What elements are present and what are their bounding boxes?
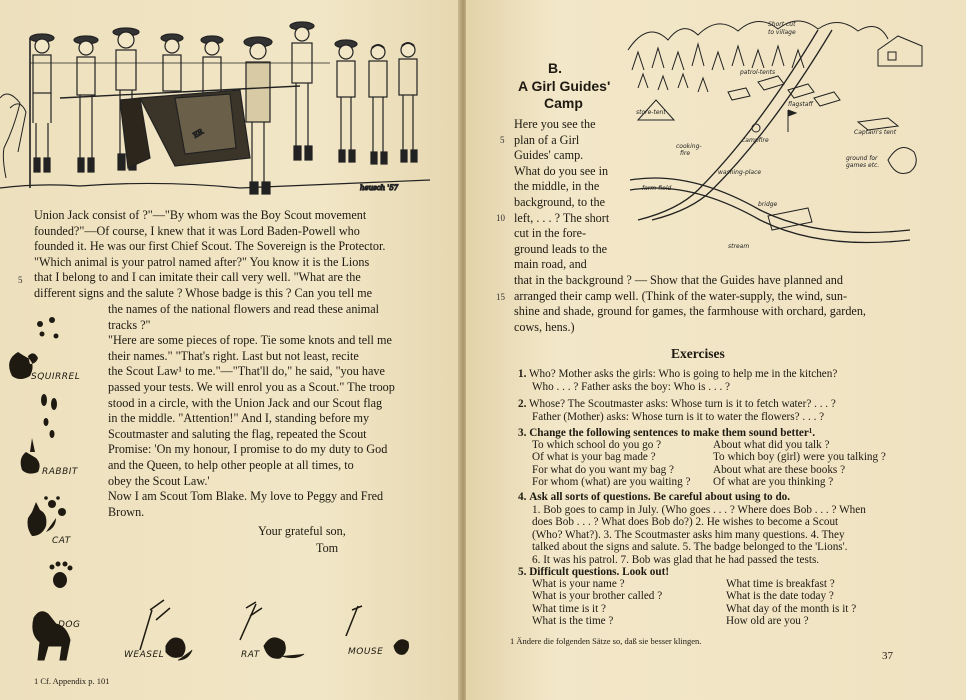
section-title-line1: A Girl Guides' <box>518 78 611 94</box>
svg-text:heusch '57: heusch '57 <box>360 184 399 192</box>
text-line: Here you see the <box>514 117 596 131</box>
map-label: store-tent <box>636 109 666 116</box>
mouse-label: MOUSE <box>348 647 384 657</box>
left-footnote: 1 Cf. Appendix p. 101 <box>34 676 110 686</box>
girl-guides-camp-map <box>618 10 963 260</box>
cat-tracks-icon <box>44 496 66 516</box>
map-label: fire <box>680 150 691 157</box>
exercise-line: What time is breakfast ? <box>726 578 835 590</box>
exercise-line: Who? Mother asks the girls: Who is going to help me in the kitchen? <box>529 368 838 380</box>
exercise-line: For what do you want my bag ? <box>532 463 674 476</box>
exercise-line: Father (Mother) asks: Whose turn is it to water the flowers? . . . ? <box>532 410 825 423</box>
squirrel-tracks-icon <box>37 317 59 339</box>
exercise-5-right-col <box>726 578 856 628</box>
exercise-line: What is your brother called ? <box>532 590 663 603</box>
text-line: What do you see in <box>514 163 609 178</box>
exercise-line: What is your name ? <box>532 578 625 590</box>
exercise-5-left-col <box>532 578 662 628</box>
letter-closing: Your grateful son, <box>258 524 346 538</box>
exercise-line: How old are you ? <box>726 615 809 628</box>
orchard-tree <box>888 148 916 174</box>
map-label: farm-field <box>642 185 672 192</box>
forest-trees <box>632 44 804 92</box>
rat-tracks-icon <box>240 602 262 640</box>
right-footnote: 1 Ändere die folgenden Sätze so, daß sie besser klingen. <box>510 636 702 646</box>
map-label: flagstaff <box>788 101 813 108</box>
letter-signature: Tom <box>316 541 339 555</box>
text-line: the middle, in the <box>514 179 600 194</box>
right-page <box>466 0 966 700</box>
rat-icon <box>264 638 304 658</box>
text-line: the Scout Law¹ to me."—"That'll do," he said, "you have <box>108 364 385 379</box>
exercise-3-right-col <box>713 439 886 489</box>
text-line: "Here are some pieces of rope. Tie some knots and tell me <box>108 333 392 348</box>
exercise-line: Whose? The Scoutmaster asks: Whose turn is it to fetch water? . . . ? <box>529 398 836 410</box>
map-label: bridge <box>758 201 778 208</box>
line-number: 10 <box>496 213 505 223</box>
exercise-heading: Change the following sentences to make them sound better¹. <box>529 427 816 439</box>
text-line: Brown. <box>108 504 145 519</box>
patrol-tents-icon <box>728 76 840 106</box>
exercise-line: About what did you talk ? <box>713 439 830 451</box>
exercise-line: (Who? What?). 3. The Scoutmaster asks him many questions. 4. They <box>532 528 845 541</box>
map-label: cooking- <box>676 143 702 150</box>
exercise-line: does Bob . . . ? What does Bob do?) 2. He wishes to become a Scout <box>532 516 839 529</box>
exercise-line: Who . . . ? Father asks the boy: Who is . . . ? <box>532 380 731 393</box>
exercise-2 <box>518 398 836 423</box>
text-line: and the Queen, to help other people at all times, to <box>108 457 354 472</box>
left-page <box>0 0 462 700</box>
text-line: passed your tests. We will enrol you as a Scout." The troop <box>108 379 395 394</box>
exercise-line: 1. Bob goes to camp in July. (Who goes . . . ? Where does Bob . . . ? When <box>532 503 866 516</box>
exercise-line: Of what are you thinking ? <box>713 476 834 489</box>
mouse-icon <box>394 640 409 655</box>
map-label: games etc. <box>846 162 880 169</box>
line-number: 5 <box>500 135 505 145</box>
text-line: in the middle. "Attention!" And I, standing before my <box>108 411 370 426</box>
text-line: arranged their camp well. (Think of the water-supply, the wind, sun- <box>514 288 848 303</box>
text-line: plan of a Girl <box>514 132 580 147</box>
exercise-line: talked about the signs and salute. 5. The badge belonged to the 'Lions'. <box>532 541 848 554</box>
exercise-5 <box>518 566 669 579</box>
scouts-ceremony-illustration <box>0 8 455 203</box>
text-line: stood in a circle, with the Union Jack and our Scout flag <box>108 395 383 410</box>
letter-text-indented <box>108 302 395 520</box>
exercise-number: 3. <box>518 427 527 439</box>
exercise-number: 4. <box>518 491 527 503</box>
text-line: shine and shade, ground for games, the farmhouse with orchard, garden, <box>514 304 866 319</box>
farmhouse-icon <box>878 36 922 66</box>
exercise-1 <box>518 368 837 393</box>
exercise-3-left-col <box>532 439 690 489</box>
page-number: 37 <box>882 650 893 662</box>
rat-label: RAT <box>241 650 260 660</box>
dog-icon <box>33 612 70 660</box>
exercise-line: What time is it ? <box>532 602 606 615</box>
text-line: ground leads to the <box>514 241 608 256</box>
campfire-icon <box>752 124 760 132</box>
section-letter: B. <box>548 60 562 76</box>
mouse-tracks-icon <box>346 606 362 636</box>
text-line: Guides' camp. <box>514 148 584 163</box>
exercise-line: To which school do you go ? <box>532 439 662 451</box>
text-line: Now I am Scout Tom Blake. My love to Peggy and Fred <box>108 489 384 504</box>
map-label: Captain's tent <box>854 129 897 136</box>
exercise-line: For whom (what) are you waiting ? <box>532 476 691 489</box>
text-line: background, to the <box>514 194 606 209</box>
text-line: Scoutmaster and saluting the flag, repeated the Scout <box>108 426 367 441</box>
exercise-line: About what are these books ? <box>713 463 846 476</box>
exercise-heading: Ask all sorts of questions. Be careful about using to do. <box>529 491 791 503</box>
weasel-label: WEASEL <box>124 650 165 660</box>
cat-label: CAT <box>52 536 71 546</box>
exercise-line: What is the time ? <box>532 615 614 628</box>
exercise-3 <box>518 427 815 440</box>
map-label: campfire <box>742 137 769 144</box>
text-line: their names." "That's right. Last but not least, recite <box>108 348 359 363</box>
map-label: Short cut <box>768 21 796 28</box>
line-number: 15 <box>496 292 505 302</box>
text-line: that in the background ? — Show that the Guides have planned and <box>514 273 843 287</box>
map-label: stream <box>728 243 750 250</box>
text-line: tracks ?" <box>108 317 151 332</box>
map-label: washing-place <box>718 169 762 176</box>
exercise-number: 2. <box>518 398 527 410</box>
text-line: left, . . . ? The short <box>514 210 610 225</box>
text-line: Union Jack consist of ?"—"By whom was the Boy Scout movement <box>34 208 367 222</box>
map-label: patrol-tents <box>740 69 776 76</box>
text-line: that I belong to and I can imitate their call very well. "What are the <box>34 270 361 285</box>
bottom-animals-illustration <box>20 590 420 670</box>
exercise-4 <box>518 491 866 567</box>
text-line: Promise: 'On my honour, I promise to do my duty to God <box>108 442 388 457</box>
line-number: 5 <box>18 275 23 285</box>
svg-text:ER: ER <box>191 126 205 140</box>
letter-text-full <box>34 208 385 302</box>
animal-tracks-illustration <box>0 312 110 602</box>
exercise-line: What day of the month is it ? <box>726 602 857 615</box>
exercise-heading: Difficult questions. Look out! <box>529 566 670 578</box>
text-line: main road, and <box>514 257 587 272</box>
text-line: obey the Scout Law.' <box>108 473 210 488</box>
exercise-line: Of what is your bag made ? <box>532 451 656 464</box>
exercise-line: 6. It was his patrol. 7. Bob was glad that he had passed the tests. <box>532 553 820 566</box>
dog-tracks-icon <box>50 562 73 589</box>
exercise-number: 1. <box>518 368 527 380</box>
text-line: different signs and the salute ? Whose badge is this ? Can you tell me <box>34 285 373 300</box>
rabbit-icon <box>21 438 40 474</box>
text-line: founded it. He was our first Chief Scout. The Sovereign is the Protector. <box>34 239 386 254</box>
weasel-tracks-icon <box>140 600 170 650</box>
text-line: founded?"—Of course, I knew that it was Lord Baden-Powell who <box>34 223 360 238</box>
camp-wide-text <box>514 273 866 335</box>
squirrel-label: SQUIRREL <box>31 372 81 382</box>
text-line: the names of the national flowers and read these animal <box>108 302 380 316</box>
rabbit-tracks-icon <box>41 394 57 438</box>
section-title-line2: Camp <box>544 95 583 111</box>
camp-intro-text <box>514 117 609 273</box>
exercises-title: Exercises <box>671 346 725 361</box>
dog-label: DOG <box>58 620 81 630</box>
exercise-line: To which boy (girl) were you talking ? <box>713 451 886 464</box>
text-line: cows, hens.) <box>514 319 575 334</box>
exercise-number: 5. <box>518 566 527 578</box>
text-line: "Which animal is your patrol named after?" You know it is the Lions <box>34 254 370 269</box>
map-label: to village <box>768 29 796 36</box>
weasel-icon <box>166 638 192 660</box>
map-label: ground for <box>846 155 878 162</box>
text-line: cut in the fore- <box>514 226 587 241</box>
rabbit-label: RABBIT <box>42 467 78 477</box>
exercise-line: What is the date today ? <box>726 590 834 603</box>
